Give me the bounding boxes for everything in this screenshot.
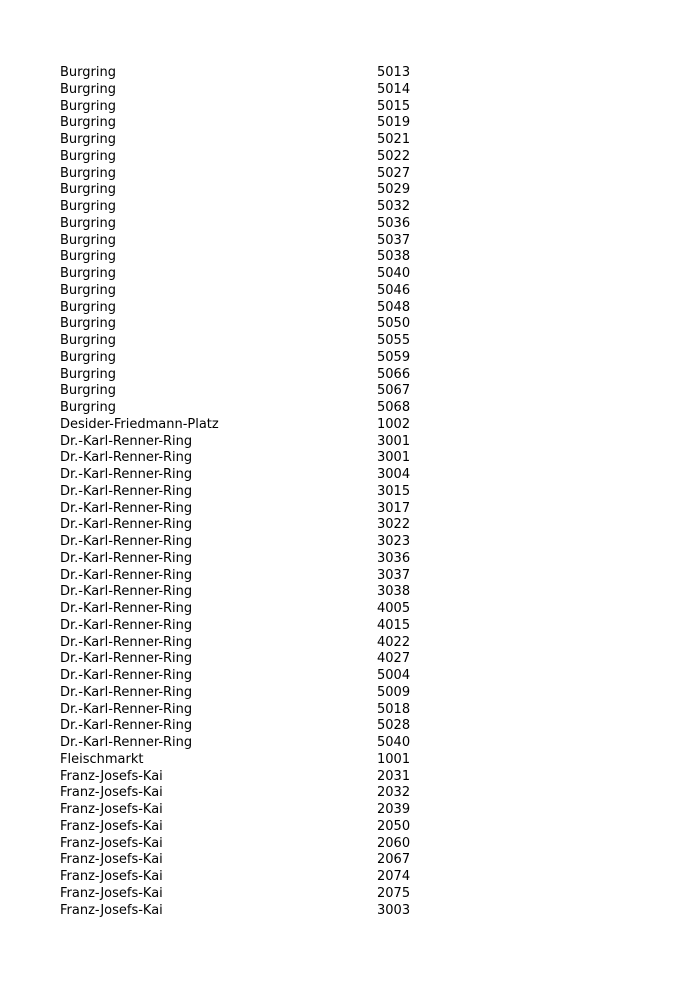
street-name-cell: Dr.-Karl-Renner-Ring bbox=[60, 467, 193, 482]
table-row bbox=[60, 769, 440, 786]
street-name-cell: Burgring bbox=[60, 349, 116, 365]
code-cell: 5067 bbox=[377, 383, 411, 399]
code-cell: 5013 bbox=[377, 65, 411, 80]
street-name-cell: Dr.-Karl-Renner-Ring bbox=[60, 534, 193, 549]
code-cell: 5027 bbox=[377, 165, 411, 181]
code-cell: 2039 bbox=[377, 802, 411, 817]
table-row bbox=[60, 836, 440, 853]
code-cell: 5015 bbox=[377, 98, 411, 114]
table-row bbox=[60, 886, 440, 903]
table-row bbox=[60, 618, 440, 635]
table-row bbox=[60, 233, 440, 250]
code-cell: 2074 bbox=[377, 869, 411, 884]
street-name-cell: Dr.-Karl-Renner-Ring bbox=[60, 718, 193, 734]
table-row bbox=[60, 584, 440, 601]
code-cell: 5046 bbox=[377, 282, 411, 298]
table-row bbox=[60, 383, 440, 400]
code-cell: 4005 bbox=[377, 601, 411, 616]
table-row bbox=[60, 752, 440, 769]
code-cell: 3001 bbox=[377, 433, 411, 449]
table-row bbox=[60, 718, 440, 735]
street-name-cell: Burgring bbox=[60, 400, 116, 415]
table-row bbox=[60, 517, 440, 534]
street-name-cell: Burgring bbox=[60, 299, 116, 315]
street-name-cell: Burgring bbox=[60, 65, 116, 80]
code-cell: 2075 bbox=[377, 885, 411, 901]
code-cell: 3017 bbox=[377, 500, 411, 516]
table-row bbox=[60, 668, 440, 685]
code-cell: 5019 bbox=[377, 115, 411, 131]
street-name-cell: Dr.-Karl-Renner-Ring bbox=[60, 550, 193, 566]
table-row bbox=[60, 300, 440, 317]
street-name-cell: Burgring bbox=[60, 148, 116, 164]
code-cell: 5022 bbox=[377, 148, 411, 164]
code-cell: 5068 bbox=[377, 400, 411, 415]
street-name-cell: Burgring bbox=[60, 366, 116, 382]
code-cell: 1002 bbox=[377, 416, 411, 432]
code-cell: 5050 bbox=[377, 316, 411, 332]
table-row bbox=[60, 685, 440, 702]
table-row bbox=[60, 115, 440, 132]
table-row bbox=[60, 802, 440, 819]
code-cell: 5004 bbox=[377, 668, 411, 683]
table-row bbox=[60, 216, 440, 233]
street-name-cell: Dr.-Karl-Renner-Ring bbox=[60, 684, 193, 700]
table-row bbox=[60, 702, 440, 719]
table-row bbox=[60, 785, 440, 802]
code-cell: 3001 bbox=[377, 450, 411, 466]
street-name-cell: Burgring bbox=[60, 81, 116, 97]
table-row bbox=[60, 266, 440, 283]
street-name-cell: Dr.-Karl-Renner-Ring bbox=[60, 584, 193, 600]
street-name-cell: Franz-Josefs-Kai bbox=[60, 852, 163, 868]
code-cell: 2032 bbox=[377, 785, 411, 801]
table-row bbox=[60, 869, 440, 886]
code-cell: 5032 bbox=[377, 199, 411, 214]
code-cell: 1001 bbox=[377, 751, 411, 767]
code-cell: 4022 bbox=[377, 634, 411, 650]
code-cell: 3003 bbox=[377, 902, 411, 918]
table-row bbox=[60, 350, 440, 367]
street-name-cell: Dr.-Karl-Renner-Ring bbox=[60, 634, 193, 650]
code-cell: 5038 bbox=[377, 249, 411, 265]
table-row bbox=[60, 199, 440, 216]
code-cell: 4015 bbox=[377, 617, 411, 633]
street-name-cell: Dr.-Karl-Renner-Ring bbox=[60, 517, 193, 533]
table-row bbox=[60, 651, 440, 668]
table-row bbox=[60, 819, 440, 836]
table-row bbox=[60, 333, 440, 350]
street-name-cell: Dr.-Karl-Renner-Ring bbox=[60, 651, 193, 667]
code-cell: 5028 bbox=[377, 718, 411, 734]
street-name-cell: Dr.-Karl-Renner-Ring bbox=[60, 483, 193, 499]
table-row bbox=[60, 434, 440, 451]
street-name-cell: Burgring bbox=[60, 282, 116, 298]
table-row bbox=[60, 99, 440, 116]
street-name-cell: Burgring bbox=[60, 132, 116, 147]
street-name-cell: Dr.-Karl-Renner-Ring bbox=[60, 735, 193, 750]
code-cell: 5059 bbox=[377, 349, 411, 365]
table-row bbox=[60, 551, 440, 568]
street-name-cell: Burgring bbox=[60, 232, 116, 248]
table-row bbox=[60, 316, 440, 333]
street-code-table bbox=[60, 65, 440, 919]
street-name-cell: Burgring bbox=[60, 165, 116, 181]
street-name-cell: Franz-Josefs-Kai bbox=[60, 785, 163, 801]
street-name-cell: Franz-Josefs-Kai bbox=[60, 835, 163, 851]
table-row bbox=[60, 501, 440, 518]
table-row bbox=[60, 484, 440, 501]
street-name-cell: Dr.-Karl-Renner-Ring bbox=[60, 668, 193, 683]
street-name-cell: Dr.-Karl-Renner-Ring bbox=[60, 500, 193, 516]
code-cell: 5014 bbox=[377, 81, 411, 97]
street-name-cell: Burgring bbox=[60, 98, 116, 114]
table-row bbox=[60, 166, 440, 183]
code-cell: 5037 bbox=[377, 232, 411, 248]
table-row bbox=[60, 65, 440, 82]
table-row bbox=[60, 149, 440, 166]
code-cell: 5048 bbox=[377, 299, 411, 315]
street-name-cell: Burgring bbox=[60, 215, 116, 231]
code-cell: 2050 bbox=[377, 818, 411, 834]
code-cell: 5036 bbox=[377, 215, 411, 231]
street-name-cell: Dr.-Karl-Renner-Ring bbox=[60, 617, 193, 633]
street-name-cell: Burgring bbox=[60, 333, 116, 348]
street-name-cell: Franz-Josefs-Kai bbox=[60, 902, 163, 918]
street-name-cell: Franz-Josefs-Kai bbox=[60, 885, 163, 901]
code-cell: 5040 bbox=[377, 735, 411, 750]
street-name-cell: Burgring bbox=[60, 182, 116, 198]
street-name-cell: Franz-Josefs-Kai bbox=[60, 818, 163, 834]
street-name-cell: Dr.-Karl-Renner-Ring bbox=[60, 601, 193, 616]
table-row bbox=[60, 735, 440, 752]
code-cell: 3036 bbox=[377, 550, 411, 566]
table-row bbox=[60, 903, 440, 920]
table-row bbox=[60, 367, 440, 384]
table-row bbox=[60, 568, 440, 585]
code-cell: 5018 bbox=[377, 701, 411, 717]
code-cell: 5040 bbox=[377, 266, 411, 281]
street-name-cell: Dr.-Karl-Renner-Ring bbox=[60, 701, 193, 717]
code-cell: 2060 bbox=[377, 835, 411, 851]
code-cell: 3022 bbox=[377, 517, 411, 533]
table-row bbox=[60, 82, 440, 99]
table-row bbox=[60, 132, 440, 149]
street-name-cell: Dr.-Karl-Renner-Ring bbox=[60, 450, 193, 466]
street-name-cell: Burgring bbox=[60, 266, 116, 281]
code-cell: 2067 bbox=[377, 852, 411, 868]
street-name-cell: Fleischmarkt bbox=[60, 751, 144, 767]
table-row bbox=[60, 182, 440, 199]
street-name-cell: Desider-Friedmann-Platz bbox=[60, 416, 219, 432]
street-name-cell: Burgring bbox=[60, 199, 116, 214]
code-cell: 3023 bbox=[377, 534, 411, 549]
table-row bbox=[60, 450, 440, 467]
table-row bbox=[60, 534, 440, 551]
street-name-cell: Franz-Josefs-Kai bbox=[60, 869, 163, 884]
code-cell: 3037 bbox=[377, 567, 411, 583]
table-row bbox=[60, 249, 440, 266]
table-row bbox=[60, 601, 440, 618]
street-name-cell: Burgring bbox=[60, 316, 116, 332]
code-cell: 5066 bbox=[377, 366, 411, 382]
code-cell: 3038 bbox=[377, 584, 411, 600]
code-cell: 5021 bbox=[377, 132, 411, 147]
street-name-cell: Dr.-Karl-Renner-Ring bbox=[60, 433, 193, 449]
street-name-cell: Franz-Josefs-Kai bbox=[60, 802, 163, 817]
code-cell: 5009 bbox=[377, 684, 411, 700]
table-row bbox=[60, 417, 440, 434]
code-cell: 2031 bbox=[377, 768, 411, 784]
street-name-cell: Burgring bbox=[60, 383, 116, 399]
street-name-cell: Burgring bbox=[60, 115, 116, 131]
table-row bbox=[60, 852, 440, 869]
street-name-cell: Franz-Josefs-Kai bbox=[60, 768, 163, 784]
table-row bbox=[60, 400, 440, 417]
code-cell: 4027 bbox=[377, 651, 411, 667]
table-row bbox=[60, 283, 440, 300]
table-row bbox=[60, 635, 440, 652]
code-cell: 3015 bbox=[377, 483, 411, 499]
street-name-cell: Dr.-Karl-Renner-Ring bbox=[60, 567, 193, 583]
code-cell: 5055 bbox=[377, 333, 411, 348]
table-row bbox=[60, 467, 440, 484]
code-cell: 3004 bbox=[377, 467, 411, 482]
code-cell: 5029 bbox=[377, 182, 411, 198]
street-name-cell: Burgring bbox=[60, 249, 116, 265]
